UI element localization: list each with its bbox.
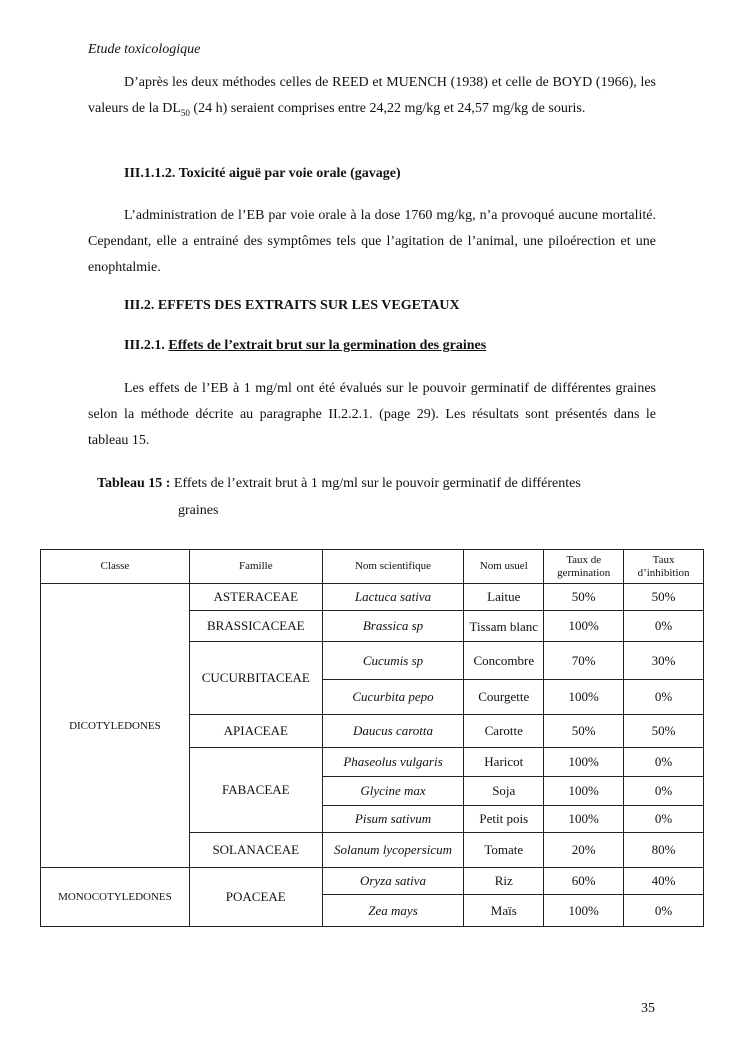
caption-line2: graines <box>178 503 219 518</box>
germination-table <box>40 549 704 927</box>
ld50-text-b: (24 h) seraient comprises entre 24,22 mg/kg et 24,57 mg/kg de souris. <box>189 101 586 116</box>
inhibition-rate-cell: 0% <box>624 748 704 777</box>
scientific-name-cell: Brassica sp <box>322 611 464 642</box>
common-name-cell: Courgette <box>464 680 544 715</box>
header-famille: Famille <box>189 550 322 584</box>
germination-rate-cell: 100% <box>544 895 624 927</box>
germination-rate-cell: 70% <box>544 642 624 680</box>
inhibition-rate-cell: 0% <box>624 680 704 715</box>
common-name-cell: Carotte <box>464 715 544 748</box>
class-cell-dicot: DICOTYLEDONES <box>41 584 190 868</box>
germination-rate-cell: 100% <box>544 748 624 777</box>
paragraph-ld50 <box>88 70 656 126</box>
germination-rate-cell: 50% <box>544 715 624 748</box>
germination-rate-cell: 100% <box>544 680 624 715</box>
table-row <box>41 584 704 611</box>
family-cell: ASTERACEAE <box>189 584 322 611</box>
germination-rate-cell: 100% <box>544 806 624 833</box>
heading-germination <box>124 338 486 354</box>
page-number: 35 <box>641 1001 655 1016</box>
header-taux-inhibition: Taux d’inhibition <box>624 550 704 584</box>
scientific-name-cell: Cucurbita pepo <box>322 680 464 715</box>
header-taux-germination: Taux de germination <box>544 550 624 584</box>
ld50-subscript: 50 <box>180 107 190 118</box>
family-cell: APIACEAE <box>189 715 322 748</box>
scientific-name-cell: Cucumis sp <box>322 642 464 680</box>
header-nom-scientifique: Nom scientifique <box>322 550 464 584</box>
scientific-name-cell: Glycine max <box>322 777 464 806</box>
common-name-cell: Tissam blanc <box>464 611 544 642</box>
heading-germination-title: Effets de l’extrait brut sur la germination des graines <box>168 338 487 353</box>
header-nom-usuel: Nom usuel <box>464 550 544 584</box>
scientific-name-cell: Oryza sativa <box>322 868 464 895</box>
germination-rate-cell: 100% <box>544 611 624 642</box>
common-name-cell: Soja <box>464 777 544 806</box>
scientific-name-cell: Solanum lycopersicum <box>322 833 464 868</box>
caption-label: Tableau 15 : <box>97 476 171 491</box>
class-cell-monocot: MONOCOTYLEDONES <box>41 868 190 927</box>
ld50-text-a: D’après les deux méthodes celles de REED et MUENCH (1938) et celle de BOYD (1966), les valeurs de la DL <box>88 75 656 116</box>
germination-rate-cell: 20% <box>544 833 624 868</box>
inhibition-rate-cell: 80% <box>624 833 704 868</box>
heading-oral-toxicity: III.1.1.2. Toxicité aiguë par voie orale (gavage) <box>124 166 401 181</box>
scientific-name-cell: Phaseolus vulgaris <box>322 748 464 777</box>
oral-administration-text: L’administration de l’EB par voie orale à la dose 1760 mg/kg, n’a provoqué aucune mortalité. Cependant, elle a entrainé des symptômes tels que l’agitation de l’animal, une piloérection et une enophtalmie. <box>88 208 656 275</box>
family-cell: CUCURBITACEAE <box>189 642 322 715</box>
scientific-name-cell: Daucus carotta <box>322 715 464 748</box>
family-cell: SOLANACEAE <box>189 833 322 868</box>
family-cell: POACEAE <box>189 868 322 927</box>
germination-text: Les effets de l’EB à 1 mg/ml ont été évalués sur le pouvoir germinatif de différentes graines selon la méthode décrite au paragraphe II.2.2.1. (page 29). Les résultats sont présentés dans le tableau 15. <box>88 381 656 448</box>
family-cell: BRASSICACEAE <box>189 611 322 642</box>
paragraph-oral-administration <box>88 203 656 281</box>
header-classe: Classe <box>41 550 190 584</box>
heading-effects-plants: III.2. EFFETS DES EXTRAITS SUR LES VEGETAUX <box>124 298 460 313</box>
germination-rate-cell: 60% <box>544 868 624 895</box>
table-caption <box>97 470 657 524</box>
caption-line1: Effets de l’extrait brut à 1 mg/ml sur le pouvoir germinatif de différentes <box>170 476 581 491</box>
scientific-name-cell: Pisum sativum <box>322 806 464 833</box>
common-name-cell: Riz <box>464 868 544 895</box>
inhibition-rate-cell: 50% <box>624 584 704 611</box>
table-header-row <box>41 550 704 584</box>
inhibition-rate-cell: 50% <box>624 715 704 748</box>
inhibition-rate-cell: 0% <box>624 895 704 927</box>
germination-rate-cell: 50% <box>544 584 624 611</box>
inhibition-rate-cell: 0% <box>624 777 704 806</box>
inhibition-rate-cell: 0% <box>624 806 704 833</box>
common-name-cell: Haricot <box>464 748 544 777</box>
common-name-cell: Laitue <box>464 584 544 611</box>
scientific-name-cell: Lactuca sativa <box>322 584 464 611</box>
heading-germination-number: III.2.1. <box>124 338 169 353</box>
common-name-cell: Tomate <box>464 833 544 868</box>
common-name-cell: Maïs <box>464 895 544 927</box>
common-name-cell: Petit pois <box>464 806 544 833</box>
family-cell: FABACEAE <box>189 748 322 833</box>
table-row <box>41 868 704 895</box>
inhibition-rate-cell: 40% <box>624 868 704 895</box>
paragraph-germination <box>88 376 656 454</box>
germination-rate-cell: 100% <box>544 777 624 806</box>
inhibition-rate-cell: 30% <box>624 642 704 680</box>
common-name-cell: Concombre <box>464 642 544 680</box>
running-header: Etude toxicologique <box>88 42 201 57</box>
scientific-name-cell: Zea mays <box>322 895 464 927</box>
inhibition-rate-cell: 0% <box>624 611 704 642</box>
